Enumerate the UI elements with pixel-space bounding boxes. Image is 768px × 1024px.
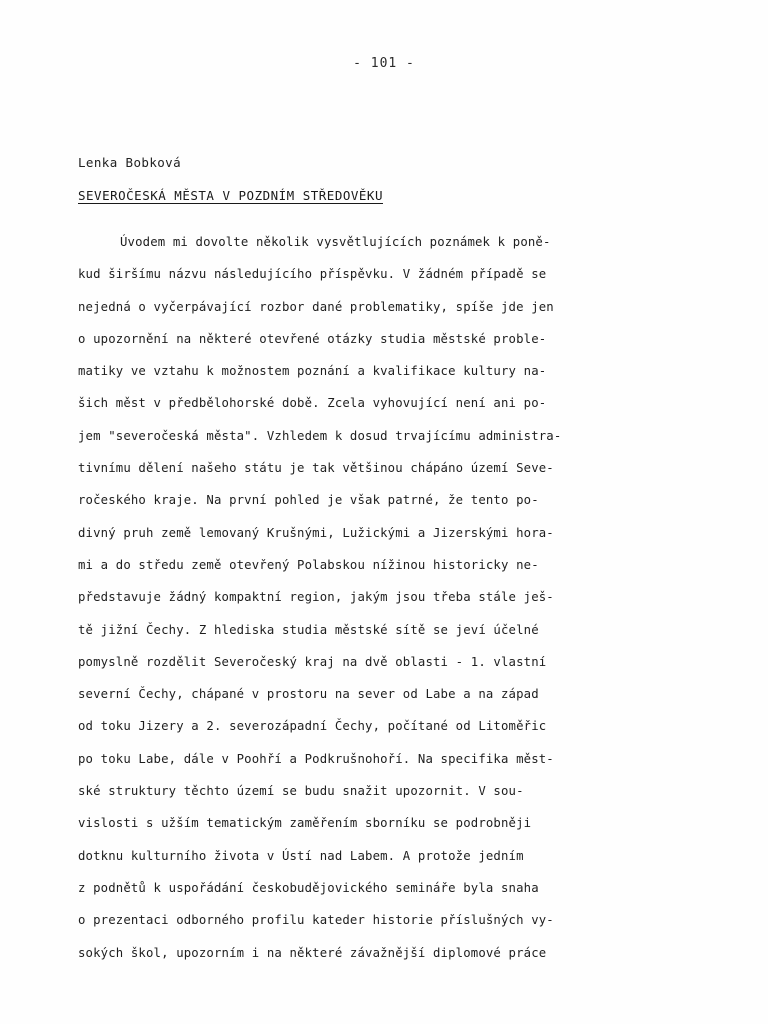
text-line: mi a do středu země otevřený Polabskou nížinou historicky ne- (78, 557, 539, 572)
text-line: pomyslně rozdělit Severočeský kraj na dvě oblasti - 1. vlastní (78, 654, 547, 669)
text-line: o upozornění na některé otevřené otázky studia městské proble- (78, 331, 547, 346)
text-line: tivnímu dělení našeho státu je tak většinou chápáno území Seve- (78, 461, 554, 476)
text-line: o prezentaci odborného profilu kateder historie příslušných vy- (78, 913, 554, 928)
body-text (78, 226, 698, 969)
text-line: od toku Jizery a 2. severozápadní Čechy, počítané od Litoměřic (78, 719, 547, 734)
text-line: vislosti s užším tematickým zaměřením sborníku se podrobněji (78, 816, 532, 831)
text-line: ské struktury těchto území se budu snažit upozornit. V sou- (78, 784, 524, 799)
text-line: po toku Labe, dále v Poohří a Podkrušnohoří. Na specifika měst- (78, 751, 554, 766)
text-line: sokých škol, upozorním i na některé závažnější diplomové práce (78, 945, 547, 960)
text-line: tě jižní Čechy. Z hlediska studia městské sítě se jeví účelné (78, 622, 539, 637)
text-line: šich měst v předbělohorské době. Zcela vyhovující není ani po- (78, 396, 547, 411)
text-line: dotknu kulturního života v Ústí nad Labem. A protože jedním (78, 848, 524, 863)
page-number: - 101 - (353, 56, 415, 71)
text-line: kud širšímu názvu následujícího příspěvku. V žádném případě se (78, 267, 547, 282)
text-line: matiky ve vztahu k možnostem poznání a kvalifikace kultury na- (78, 364, 547, 379)
text-line: divný pruh země lemovaný Krušnými, Lužickými a Jizerskými hora- (78, 525, 554, 540)
author-name: Lenka Bobková (78, 155, 182, 170)
text-line: nejedná o vyčerpávající rozbor dané problematiky, spíše jde jen (78, 299, 554, 314)
text-line: jem "severočeská města". Vzhledem k dosud trvajícímu administra- (78, 428, 562, 443)
text-line: severní Čechy, chápané v prostoru na sever od Labe a na západ (78, 687, 539, 702)
article-title: SEVEROČESKÁ MĚSTA V POZDNÍM STŘEDOVĚKU (78, 188, 383, 203)
text-line: ročeského kraje. Na první pohled je však patrné, že tento po- (78, 493, 539, 508)
text-line: Úvodem mi dovolte několik vysvětlujících poznámek k poně- (120, 235, 551, 249)
text-line: představuje žádný kompaktní region, jakým jsou třeba stále ješ- (78, 590, 554, 605)
text-line: z podnětů k uspořádání českobudějovického semináře byla snaha (78, 880, 539, 895)
